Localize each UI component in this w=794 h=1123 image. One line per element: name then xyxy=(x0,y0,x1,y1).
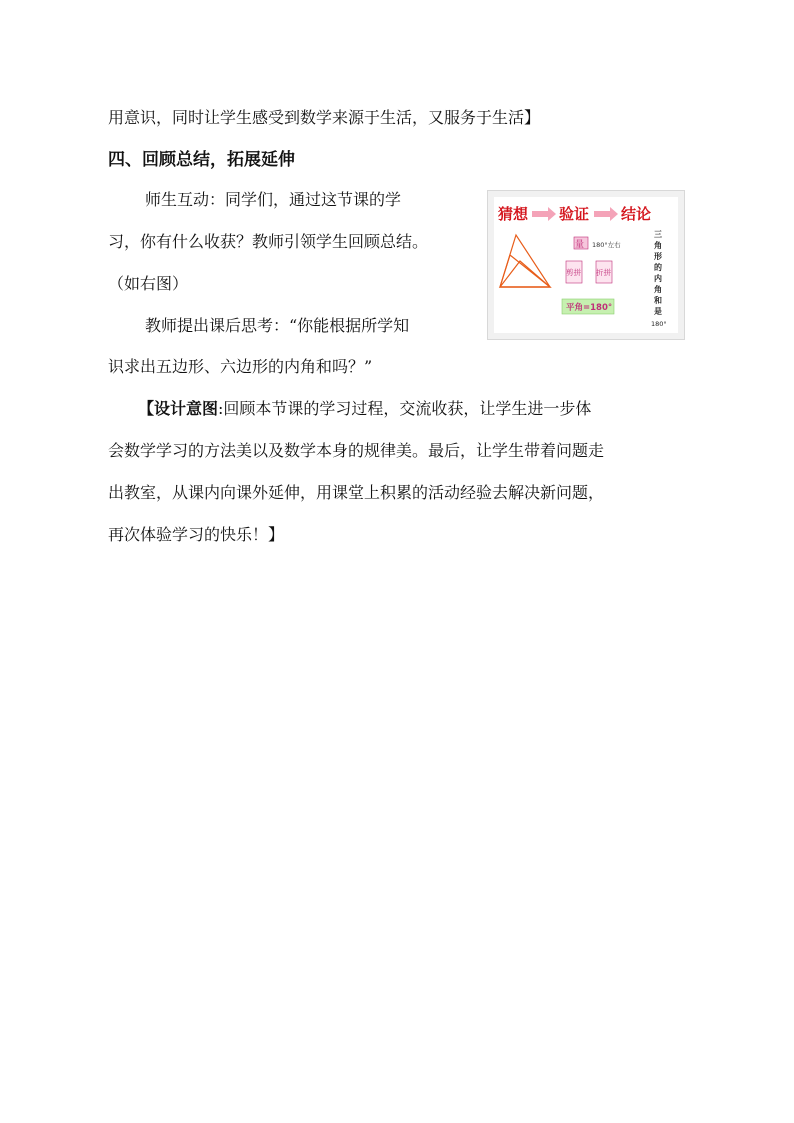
section-heading: 四、回顾总结，拓展延伸 xyxy=(108,150,295,170)
conclusion-char: 角 xyxy=(654,285,662,294)
step-guess-label: 猜想 xyxy=(498,205,529,223)
conclusion-char: 是 xyxy=(654,307,662,316)
fold-icon-text: 折拼 xyxy=(596,268,611,277)
interaction-line-2: 习，你有什么收获？教师引领学生回顾总结。 xyxy=(108,232,429,251)
thinking-line-2: 识求出五边形、六边形的内角和吗？” xyxy=(108,357,373,376)
arrow-right-icon xyxy=(532,207,556,221)
conclusion-vertical xyxy=(654,230,663,316)
summary-figure xyxy=(487,190,685,340)
conclusion-char: 内 xyxy=(654,274,662,283)
interaction-line-1: 师生互动：同学们，通过这节课的学 xyxy=(145,190,402,209)
design-intent-label: 【设计意图 xyxy=(138,399,219,418)
cut-icon-text: 剪拼 xyxy=(566,268,581,277)
straight-angle-text: 平角=180° xyxy=(566,303,613,313)
design-intent-line-1 xyxy=(138,399,591,419)
triangle-diagram xyxy=(500,235,550,287)
conclusion-char: 和 xyxy=(654,296,662,305)
design-intent-text: :回顾本节课的学习过程，交流收获，让学生进一步体 xyxy=(218,399,592,418)
conclusion-char: 形 xyxy=(654,252,662,261)
conclusion-char: 三 xyxy=(654,230,662,239)
conclusion-value: 180° xyxy=(651,320,667,328)
step-verify-label: 验证 xyxy=(559,205,590,223)
design-intent-line-4: 再次体验学习的快乐！】 xyxy=(108,525,285,544)
figure-graphic xyxy=(494,197,680,335)
design-intent-line-3: 出教室，从课内向课外延伸，用课堂上积累的活动经验去解决新问题， xyxy=(108,483,605,502)
measure-icon-text: 量 xyxy=(575,240,585,250)
para-continuation: 用意识，同时让学生感受到数学来源于生活，又服务于生活】 xyxy=(108,108,541,127)
design-intent-line-2: 会数学学习的方法美以及数学本身的规律美。最后，让学生带着问题走 xyxy=(108,441,605,460)
conclusion-char: 的 xyxy=(654,263,662,272)
conclusion-char: 角 xyxy=(654,241,662,250)
thinking-line-1: 教师提出课后思考：“你能根据所学知 xyxy=(145,316,410,335)
arrow-right-icon xyxy=(594,207,618,221)
step-conclusion-label: 结论 xyxy=(621,205,652,223)
triangle-outline xyxy=(500,255,550,287)
figure-panel xyxy=(494,197,678,333)
interaction-line-3: （如右图） xyxy=(108,274,189,293)
measure-result: 180°左右 xyxy=(592,241,621,249)
